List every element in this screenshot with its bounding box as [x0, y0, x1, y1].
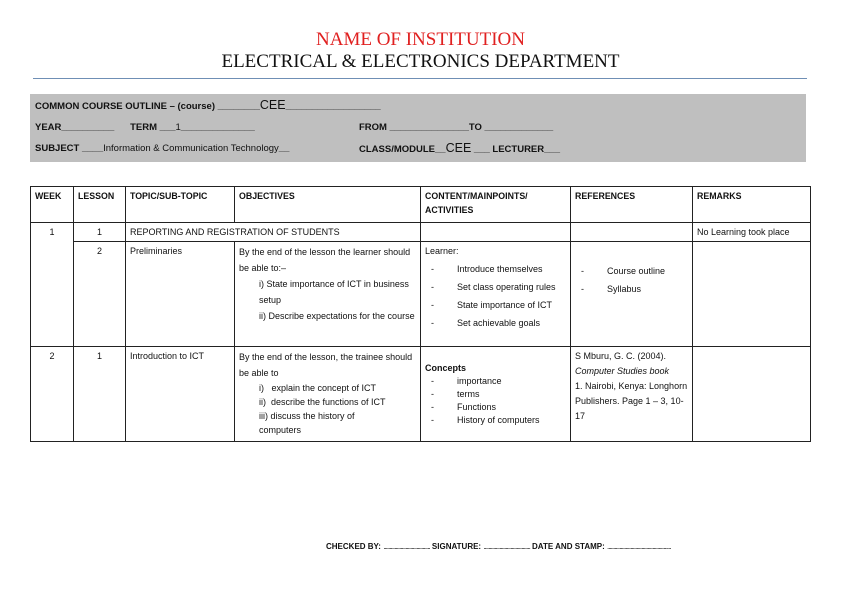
- from-to: [359, 122, 553, 133]
- content-text: State importance of ICT: [457, 300, 553, 310]
- subject-value: Information & Communication Technology: [103, 143, 279, 154]
- content-cell: [421, 242, 571, 347]
- topic-cell: Preliminaries: [126, 242, 235, 347]
- table-header-row: [31, 187, 811, 223]
- content-item: - terms: [431, 389, 480, 399]
- course-trail: __________________: [285, 101, 381, 112]
- content-cell: [421, 347, 571, 442]
- department-title: ELECTRICAL & ELECTRONICS DEPARTMENT: [221, 51, 620, 72]
- class-label: CLASS/MODULE__: [359, 144, 446, 155]
- from-label: FROM _______________: [359, 122, 469, 133]
- remarks-cell: [693, 347, 811, 442]
- class-line: [359, 141, 560, 155]
- signoff-footer: [326, 542, 671, 551]
- content-intro: Learner:: [425, 246, 459, 256]
- week-cell: 2: [31, 347, 74, 442]
- week-cell: 1: [31, 223, 74, 347]
- content-item: - importance: [431, 376, 502, 386]
- reference-item: - Course outline: [581, 266, 666, 276]
- header-divider: [33, 78, 807, 79]
- content-text: Set class operating rules: [457, 282, 556, 292]
- term-value: 1: [175, 122, 181, 133]
- subject-line: [35, 143, 289, 154]
- remarks-cell: [693, 242, 811, 347]
- year-line: [35, 122, 255, 133]
- header-topic: TOPIC/SUB-TOPIC: [126, 187, 235, 223]
- table-row: [31, 223, 811, 242]
- content-intro: Concepts: [425, 363, 467, 373]
- content-item: - History of computers: [431, 415, 540, 425]
- content-text: Functions: [457, 402, 497, 412]
- remarks-cell: No Learning took place: [693, 223, 811, 242]
- objective-item: i) State importance of ICT in business setup: [259, 279, 409, 305]
- header-content: CONTENT/MAINPOINTS/ ACTIVITIES: [421, 187, 571, 223]
- term-label: TERM ___: [130, 122, 176, 133]
- content-text: Set achievable goals: [457, 318, 541, 328]
- subject-trail: __: [278, 143, 290, 154]
- outline-label: COMMON COURSE OUTLINE – (course) ________: [35, 101, 260, 112]
- to-label: TO _____________: [468, 122, 554, 133]
- objective-intro: By the end of the lesson, the trainee should be able to: [239, 352, 413, 378]
- term-trail: ______________: [180, 122, 255, 133]
- lesson-cell: 2: [74, 242, 126, 347]
- reference-text: Course outline: [607, 266, 666, 276]
- date-stamp-label: DATE AND STAMP:: [532, 542, 605, 551]
- objectives-cell: [235, 347, 421, 442]
- objective-item: ii) Describe expectations for the course: [259, 311, 415, 321]
- content-text: terms: [457, 389, 480, 399]
- content-text: Introduce themselves: [457, 264, 543, 274]
- header-week: WEEK: [31, 187, 74, 223]
- header-lesson: LESSON: [74, 187, 126, 223]
- header-references: REFERENCES: [571, 187, 693, 223]
- references-cell: [571, 242, 693, 347]
- objective-intro: By the end of the lesson the learner should be able to:–: [239, 247, 411, 273]
- content-item: - State importance of ICT: [431, 300, 553, 310]
- table-row: [31, 242, 811, 347]
- reference-item: - Syllabus: [581, 284, 642, 294]
- header-remarks: REMARKS: [693, 187, 811, 223]
- signature-label: SIGNATURE:: [431, 542, 482, 551]
- content-item: - Introduce themselves: [431, 264, 543, 274]
- content-item: - Functions: [431, 402, 497, 412]
- lecturer-label: ___ LECTURER___: [473, 144, 560, 155]
- class-value: CEE: [445, 141, 472, 155]
- content-text: History of computers: [457, 415, 540, 425]
- objectives-cell: [235, 242, 421, 347]
- lesson-cell: 1: [74, 347, 126, 442]
- checked-by-line: ......................................: [383, 542, 430, 551]
- signature-line: ......................................: [483, 542, 530, 551]
- outline-line: [35, 98, 381, 112]
- course-outline-table: [30, 186, 811, 442]
- reference-details: 1. Nairobi, Kenya: Longhorn Publishers. Page 1 – 3, 10- 17: [575, 381, 688, 421]
- topic-cell: REPORTING AND REGISTRATION OF STUDENTS: [126, 223, 421, 242]
- objective-item: iii) discuss the history of computers: [259, 411, 358, 435]
- header-objectives: OBJECTIVES: [235, 187, 421, 223]
- year-label: YEAR__________: [35, 122, 115, 133]
- checked-by-label: CHECKED BY:: [326, 542, 381, 551]
- objective-item: i) explain the concept of ICT: [259, 383, 377, 393]
- content-cell: [421, 223, 571, 242]
- content-item: - Set achievable goals: [431, 318, 541, 328]
- date-stamp-line: ....................................................: [607, 542, 671, 551]
- objective-item: ii) describe the functions of ICT: [259, 397, 386, 407]
- course-value: CEE: [259, 98, 286, 112]
- references-cell: [571, 347, 693, 442]
- content-text: importance: [457, 376, 502, 386]
- institution-title: NAME OF INSTITUTION: [316, 29, 525, 50]
- reference-text: Syllabus: [607, 284, 642, 294]
- course-info-box: [30, 94, 806, 162]
- reference-title: Computer Studies book: [575, 366, 670, 376]
- subject-label: SUBJECT ____: [35, 143, 104, 154]
- lesson-cell: 1: [74, 223, 126, 242]
- topic-cell: Introduction to ICT: [126, 347, 235, 442]
- reference-author: S Mburu, G. C. (2004).: [575, 351, 667, 361]
- content-item: - Set class operating rules: [431, 282, 556, 292]
- references-cell: [571, 223, 693, 242]
- table-row: [31, 347, 811, 442]
